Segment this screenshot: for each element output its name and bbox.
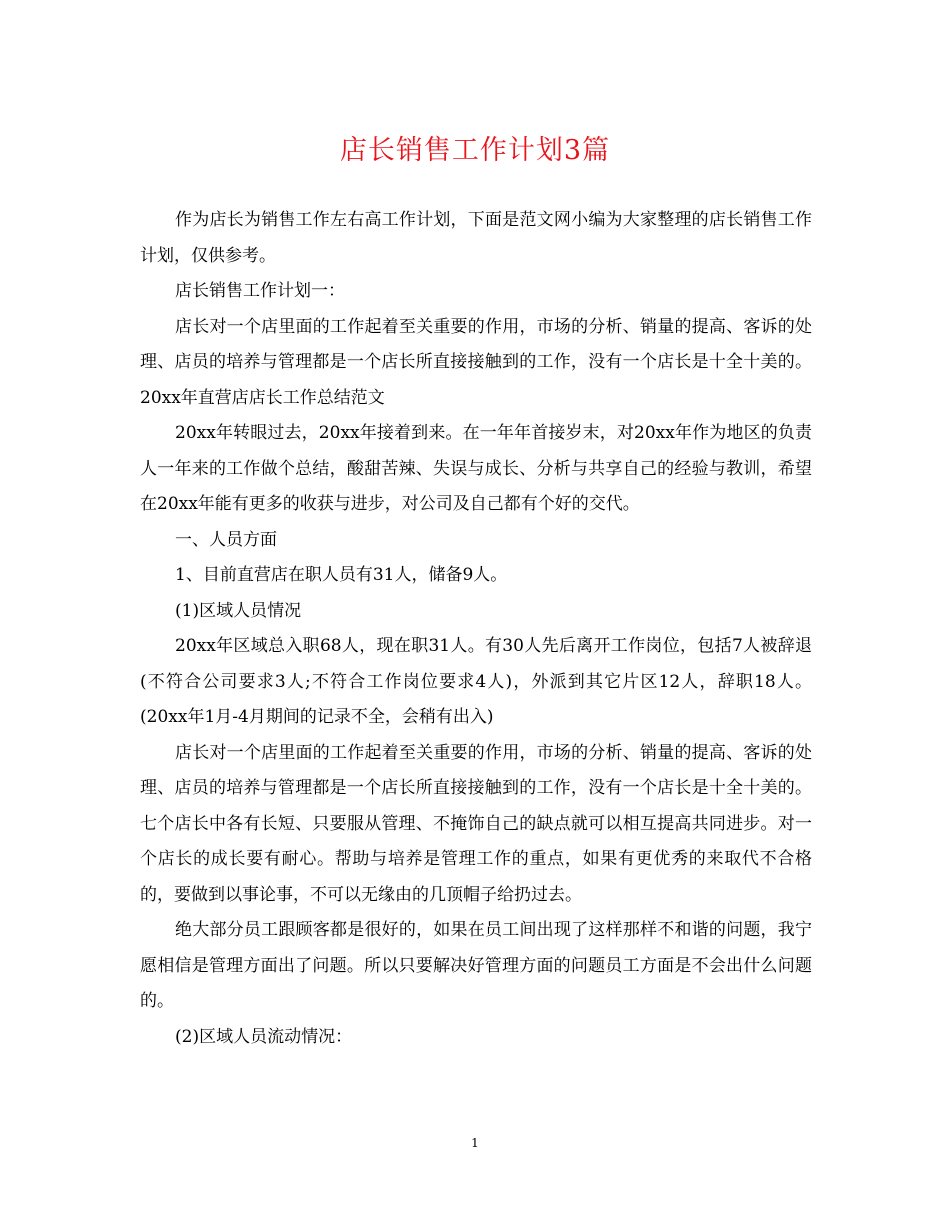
paragraph-plan-one-heading: 店长销售工作计划一： [175, 281, 345, 301]
paragraph-employee-relations: 绝大部分员工跟顾客都是很好的，如果在员工间出现了这样那样不和谐的问题，我宁愿相信是管理方面出了问题。所以只要解决好管理方面的问题员工方面是不会出什么问题的。 [140, 920, 812, 1011]
section-heading-personnel: 一、人员方面 [175, 529, 277, 550]
paragraph-intro: 作为店长为销售工作左右高工作计划，下面是范文网小编为大家整理的店长销售工作计划，仅供参考。 [140, 210, 812, 266]
subheading-regional-staff: (1)区域人员情况 [175, 600, 302, 621]
paragraph-year-summary: 20xx年转眼过去，20xx年接着到来。在一年年首接岁末，对20xx年作为地区的负责人一年来的工作做个总结，酸甜苦辣、失误与成长、分析与共享自己的经验与教训，希望在20xx年能有更多的收获与进步，对公司及自己都有个好的交代。 [140, 423, 812, 514]
document-body [140, 203, 812, 1055]
page-number: 1 [471, 1136, 479, 1150]
paragraph-staff-count: 1、目前直营店在职人员有31人，储备9人。 [175, 565, 508, 585]
paragraph-manager-development: 店长对一个店里面的工作起着至关重要的作用，市场的分析、销量的提高、客诉的处理、店员的培养与管理都是一个店长所直接接触到的工作，没有一个店长是十全十美的。七个店长中各有长短、只要服从管理、不掩饰自己的缺点就可以相互提高共同进步。对一个店长的成长要有耐心。帮助与培养是管理工作的重点，如果有更优秀的来取代不合格的，要做到以事论事，不可以无缘由的几顶帽子给扔过去。 [140, 742, 812, 905]
document-title: 店长销售工作计划3篇 [339, 135, 611, 166]
paragraph-manager-role: 店长对一个店里面的工作起着至关重要的作用，市场的分析、销量的提高、客诉的处理、店员的培养与管理都是一个店长所直接接触到的工作，没有一个店长是十全十美的。 20xx年直营店店长工作总结范文 [140, 316, 812, 408]
paragraph-staff-turnover: 20xx年区域总入职68人，现在职31人。有30人先后离开工作岗位，包括7人被辞退(不符合公司要求3人;不符合工作岗位要求4人)，外派到其它片区12人，辞职18人。(20xx年1月-4月期间的记录不全，会稍有出入) [140, 636, 812, 727]
subheading-staff-flow: (2)区域人员流动情况： [175, 1026, 353, 1047]
